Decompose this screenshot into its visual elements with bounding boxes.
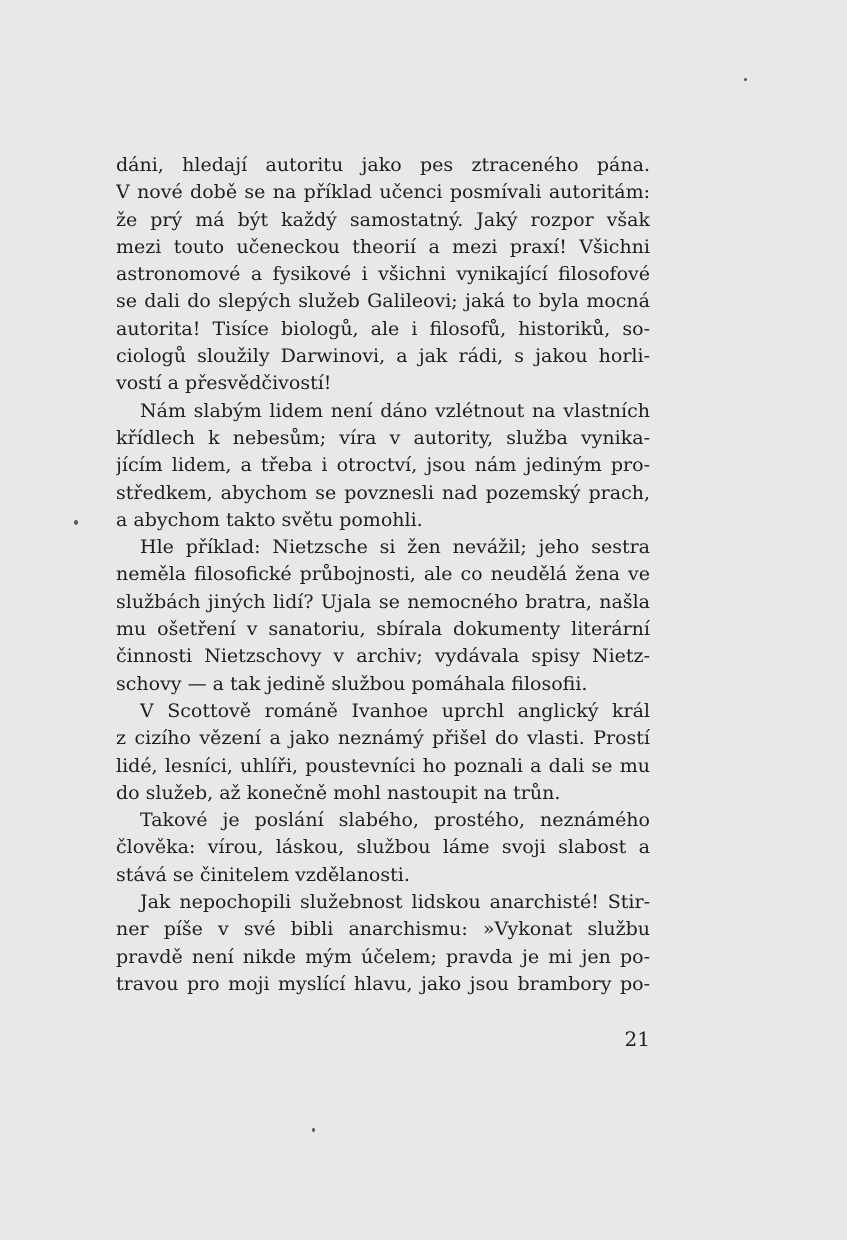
text-line: astronomové a fysikové i všichni vynikající filosofové (116, 263, 650, 286)
text-line: do služeb, až konečně mohl nastoupit na trůn. (116, 781, 561, 804)
paper-speck (74, 520, 78, 525)
text-line: Nám slabým lidem není dáno vzlétnout na vlastních (140, 399, 650, 422)
text-line: ciologů sloužily Darwinovi, a jak rádi, s jakou horli- (116, 345, 650, 368)
text-line: že prý má být každý samostatný. Jaký rozpor však (116, 208, 650, 231)
text-line: Hle příklad: Nietzsche si žen nevážil; jeho sestra (140, 536, 650, 559)
text-line: lidé, lesníci, uhlíři, poustevníci ho poznali a dali se mu (116, 754, 650, 777)
text-line: schovy — a tak jedině službou pomáhala filosofii. (116, 672, 588, 695)
text-line: člověka: vírou, láskou, službou láme svoji slabost a (116, 836, 650, 859)
text-line: ner píše v své bibli anarchismu: »Vykonat službu (116, 918, 650, 941)
page-number: 21 (624, 1027, 650, 1051)
text-line: činnosti Nietzschovy v archiv; vydávala spisy Nietz- (116, 645, 650, 668)
text-line: vostí a přesvědčivostí! (116, 372, 332, 395)
text-line: Jak nepochopili služebnost lidskou anarchisté! Stir- (140, 891, 650, 914)
text-line: V nové době se na příklad učenci posmívali autoritám: (116, 181, 650, 204)
text-line: středkem, abychom se povznesli nad pozemský prach, (116, 481, 650, 504)
text-line: z cizího vězení a jako neznámý přišel do vlasti. Prostí (116, 727, 650, 750)
text-line: autorita! Tisíce biologů, ale i filosofů, historiků, so- (116, 317, 650, 340)
text-line: stává se činitelem vzdělanosti. (116, 863, 410, 886)
text-line: Takové je poslání slabého, prostého, neznámého (140, 809, 650, 832)
paper-speck (312, 1128, 315, 1132)
text-line: pravdě není nikde mým účelem; pravda je mi jen po- (116, 945, 650, 968)
paper-speck (744, 78, 747, 81)
text-line: dáni, hledají autoritu jako pes ztraceného pána. (116, 154, 650, 176)
text-line: mu ošetření v sanatoriu, sbírala dokumenty literární (116, 618, 650, 641)
body-text (116, 152, 650, 998)
text-line: se dali do slepých služeb Galileovi; jaká to byla mocná (116, 290, 650, 313)
text-line: neměla filosofické průbojnosti, ale co neudělá žena ve (116, 563, 650, 586)
text-line: službách jiných lidí? Ujala se nemocného bratra, našla (116, 590, 650, 613)
text-line: V Scottově románě Ivanhoe uprchl anglický král (140, 699, 650, 722)
text-line: křídlech k nebesům; víra v autority, služba vynika- (116, 426, 650, 449)
text-line: a abychom takto světu pomohli. (116, 508, 423, 531)
text-line: travou pro moji myslící hlavu, jako jsou brambory po- (116, 972, 650, 995)
text-line: jícím lidem, a třeba i otroctví, jsou nám jediným pro- (116, 454, 650, 477)
text-line: mezi touto učeneckou theorií a mezi praxí! Všichni (116, 235, 650, 258)
